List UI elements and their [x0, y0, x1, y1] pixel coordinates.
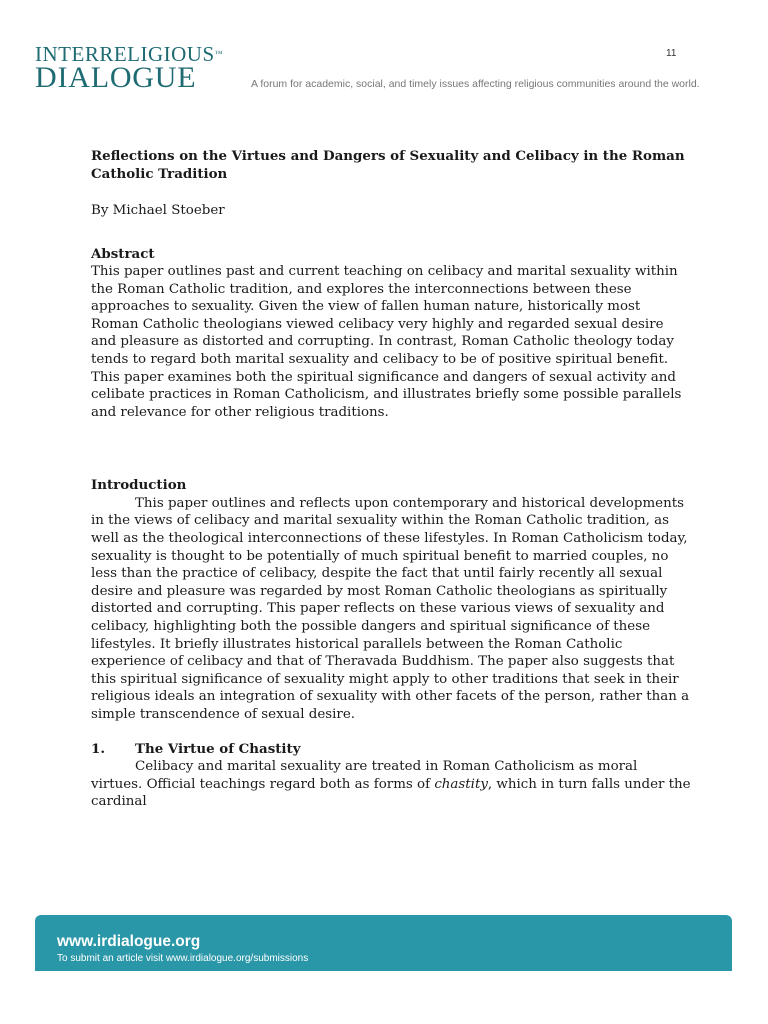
introduction-heading: Introduction [91, 477, 187, 494]
logo-bottom-text: DIALOGUE [35, 61, 197, 94]
chastity-text-end: , which in turn falls under the cardinal [91, 776, 691, 810]
footer-banner [35, 915, 732, 971]
journal-logo [35, 44, 223, 92]
footer-submission-text: To submit an article visit www.irdialogue.org/submissions [57, 953, 309, 964]
article-title: Reflections on the Virtues and Dangers of Sexuality and Celibacy in the Roman Catholic Tradition [91, 148, 685, 182]
section-number: 1. [91, 740, 105, 757]
article-byline: By Michael Stoeber [91, 203, 225, 218]
logo-top-text: INTERRELIGIOUS [35, 42, 215, 66]
page-number: 11 [666, 48, 677, 59]
trademark-symbol: ™ [214, 49, 223, 58]
abstract-heading: Abstract [91, 245, 155, 262]
section-title: The Virtue of Chastity [135, 740, 301, 757]
chastity-paragraph [91, 758, 691, 811]
footer-website-link[interactable]: www.irdialogue.org [57, 933, 201, 950]
article-body [91, 148, 691, 811]
introduction-paragraph: This paper outlines and reflects upon contemporary and historical developments in the views of celibacy and marital sexuality within the Roman Catholic tradition, as well as the theological interconnections of these lifestyles. In Roman Catholicism today, sexuality is thought to be potentially of much spiritual benefit to married couples, no less than the practice of celibacy, despite the fact that until fairly recently all sexual desire and pleasure was regarded by most Roman Catholic theologians as spiritually distorted and corrupting. This paper reflects on these various views of sexuality and celibacy, highlighting both the possible dangers and spiritual significance of these lifestyles. It briefly illustrates historical parallels between the Roman Catholic experience of celibacy and that of Theravada Buddhism. The paper also suggests that this spiritual significance of sexuality might apply to other traditions that seek in their religious ideals an integration of sexuality with other facets of the person, rather than a simple transcendence of sexual desire. [91, 495, 690, 722]
abstract-paragraph: This paper outlines past and current teaching on celibacy and marital sexuality within the Roman Catholic tradition, and explores the interconnections between these approaches to sexuality. Given the view of fallen human nature, historically most Roman Catholic theologians viewed celibacy very highly and regarded sexual desire and pleasure as distorted and corrupting. In contrast, Roman Catholic theology today tends to regard both marital sexuality and celibacy to be of positive spiritual benefit. This paper examines both the spiritual significance and dangers of sexual activity and celibate practices in Roman Catholicism, and illustrates briefly some possible parallels and relevance for other religious traditions. [91, 264, 682, 420]
journal-tagline: A forum for academic, social, and timely issues affecting religious communities around the world. [251, 78, 700, 90]
section-1-heading [91, 741, 691, 759]
chastity-emphasis: chastity [434, 776, 488, 792]
chastity-text-start: Celibacy and marital sexuality are treated in Roman Catholicism as moral virtues. Official teachings regard both as forms of [91, 759, 638, 792]
